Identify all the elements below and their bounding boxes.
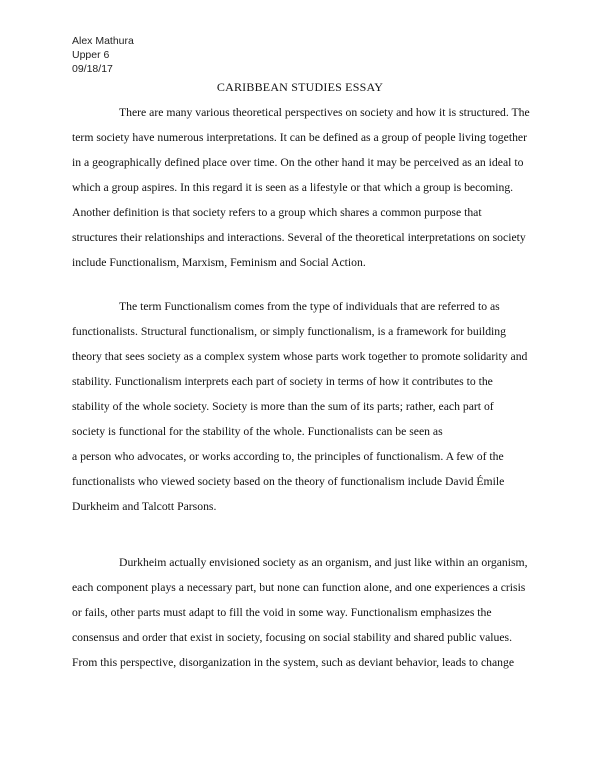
text-line: consensus and order that exist in society, focusing on social stability and shared public values. bbox=[72, 631, 513, 644]
text-line: society is functional for the stability of the whole. Functionalists can be seen as bbox=[72, 425, 443, 438]
text-line: term society have numerous interpretations. It can be defined as a group of people living together bbox=[72, 131, 528, 144]
text-line: stability of the whole society. Society is more than the sum of its parts; rather, each part of bbox=[72, 400, 494, 413]
text-line: Durkheim actually envisioned society as an organism, and just like within an organism, bbox=[119, 556, 528, 569]
text-line: a person who advocates, or works according to, the principles of functionalism. A few of the bbox=[72, 450, 504, 463]
text-line: which a group aspires. In this regard it is seen as a lifestyle or that which a group is becoming. bbox=[72, 181, 514, 194]
text-line: theory that sees society as a complex system whose parts work together to promote solidarity and bbox=[72, 350, 528, 363]
essay-date: 09/18/17 bbox=[72, 63, 113, 75]
text-line: Another definition is that society refers to a group which shares a common purpose that bbox=[72, 206, 482, 219]
text-line: include Functionalism, Marxism, Feminism and Social Action. bbox=[72, 256, 366, 269]
author-name: Alex Mathura bbox=[72, 35, 134, 47]
class-level: Upper 6 bbox=[72, 49, 110, 61]
text-line: functionalists who viewed society based on the theory of functionalism include David Émile bbox=[72, 475, 505, 488]
essay-title: CARIBBEAN STUDIES ESSAY bbox=[216, 80, 384, 94]
text-line: Durkheim and Talcott Parsons. bbox=[72, 500, 217, 513]
text-line: or fails, other parts must adapt to fill the void in some way. Functionalism emphasizes the bbox=[72, 606, 492, 619]
text-line: functionalists. Structural functionalism, or simply functionalism, is a framework for building bbox=[72, 325, 506, 338]
text-line: in a geographically defined place over time. On the other hand it may be perceived as an ideal to bbox=[72, 156, 524, 169]
essay-header bbox=[72, 34, 134, 76]
text-line: There are many various theoretical perspectives on society and how it is structured. The bbox=[119, 106, 530, 119]
text-line: structures their relationships and interactions. Several of the theoretical interpretations on society bbox=[72, 231, 526, 244]
text-line: stability. Functionalism interprets each part of society in terms of how it contributes to the bbox=[72, 375, 493, 388]
text-line: The term Functionalism comes from the type of individuals that are referred to as bbox=[119, 300, 500, 313]
text-line: each component plays a necessary part, but none can function alone, and one experiences a crisis bbox=[72, 581, 526, 594]
text-line: From this perspective, disorganization in the system, such as deviant behavior, leads to change bbox=[72, 656, 515, 669]
